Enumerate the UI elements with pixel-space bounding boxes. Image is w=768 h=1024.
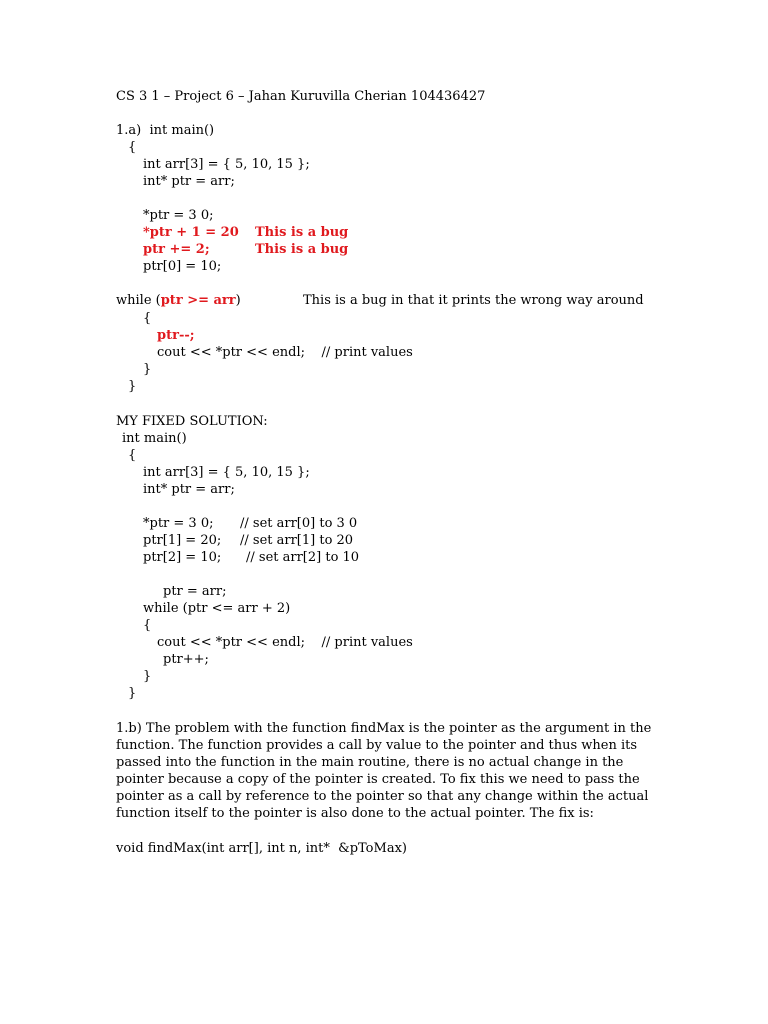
fixed-open-brace: {: [128, 448, 137, 463]
part-b-line: function. The function provides a call by value to the pointer and thus when its: [116, 738, 638, 753]
fixed-heading: MY FIXED SOLUTION:: [116, 414, 268, 429]
bug2-label: This is a bug: [255, 242, 349, 257]
fixed-comment-set0: // set arr[0] to 3 0: [240, 516, 358, 531]
part-a-inner-open: {: [143, 311, 152, 326]
fixed-increment: ptr++;: [163, 652, 209, 667]
part-a-line-assign30: *ptr = 3 0;: [143, 208, 214, 223]
while-suffix: ): [235, 293, 241, 308]
fixed-comment-set1: // set arr[1] to 20: [240, 533, 354, 548]
bug1-code: *ptr + 1 = 20: [143, 225, 239, 240]
part-a-inner-close: }: [143, 362, 152, 377]
while-prefix: while (: [116, 293, 161, 308]
part-b-line: pointer because a copy of the pointer is created. To fix this we need to pass the: [116, 772, 640, 787]
part-a-line-ptr0: ptr[0] = 10;: [143, 259, 222, 274]
fixed-line-ptr: int* ptr = arr;: [143, 482, 235, 497]
part-b-line: 1.b) The problem with the function findMax is the pointer as the argument in the: [116, 721, 652, 736]
bug1-label: This is a bug: [255, 225, 349, 240]
fixed-reset: ptr = arr;: [163, 584, 227, 599]
document-header: CS 3 1 – Project 6 – Jahan Kuruvilla Cherian 104436427: [116, 89, 486, 104]
fixed-outer-close: }: [128, 686, 137, 701]
fixed-line-arr: int arr[3] = { 5, 10, 15 };: [143, 465, 310, 480]
while-statement: [116, 292, 241, 309]
part-a-outer-close: }: [128, 379, 137, 394]
findmax-signature: void findMax(int arr[], int n, int* &pToMax): [116, 841, 407, 856]
fixed-line-set1: ptr[1] = 20;: [143, 533, 222, 548]
while-bug-condition: ptr >= arr: [160, 293, 236, 308]
part-a-open-brace: {: [128, 140, 137, 155]
part-a-cout: cout << *ptr << endl; // print values: [157, 345, 413, 360]
part-a-heading: 1.a) int main(): [116, 123, 215, 138]
while-bug-note: This is a bug in that it prints the wrong way around: [303, 293, 644, 308]
fixed-while: while (ptr <= arr + 2): [143, 601, 291, 616]
part-b-line: passed into the function in the main routine, there is no actual change in the: [116, 755, 624, 770]
fixed-main: int main(): [122, 431, 187, 446]
fixed-comment-set2: // set arr[2] to 10: [246, 550, 360, 565]
fixed-cout: cout << *ptr << endl; // print values: [157, 635, 413, 650]
part-a-line-ptr: int* ptr = arr;: [143, 174, 235, 189]
fixed-inner-close: }: [143, 669, 152, 684]
fixed-inner-open: {: [143, 618, 152, 633]
part-b-line: function itself to the pointer is also done to the actual pointer. The fix is:: [116, 806, 594, 821]
part-a-line-arr: int arr[3] = { 5, 10, 15 };: [143, 157, 310, 172]
part-b-line: pointer as a call by reference to the pointer so that any change within the actual: [116, 789, 649, 804]
fixed-line-set2: ptr[2] = 10;: [143, 550, 222, 565]
decrement-bug: ptr--;: [157, 328, 195, 343]
bug2-code: ptr += 2;: [143, 242, 210, 257]
fixed-line-set0: *ptr = 3 0;: [143, 516, 214, 531]
